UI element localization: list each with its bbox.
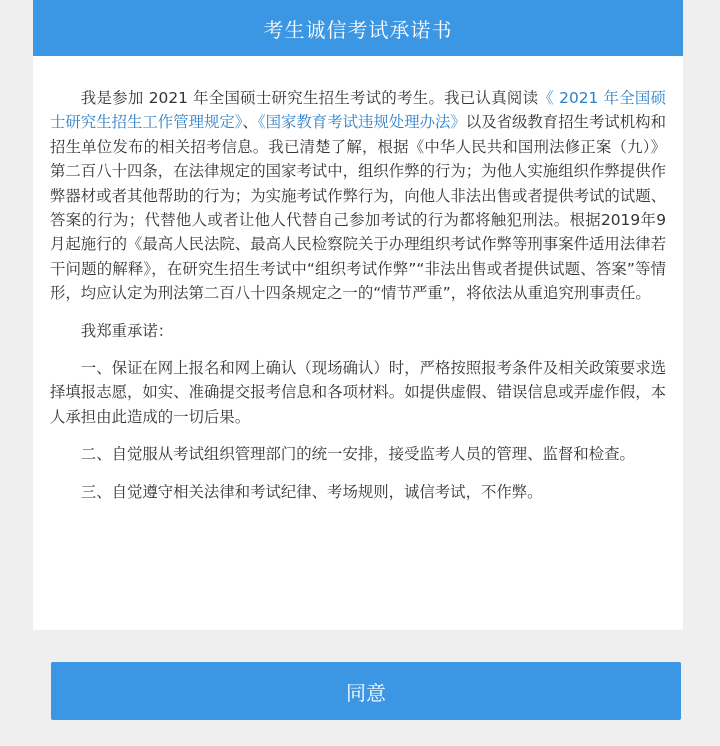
pledge-body <box>33 56 683 504</box>
link-separator: 、 <box>242 113 258 132</box>
pledge-header <box>33 0 683 56</box>
pledge-item-1: 一、保证在网上报名和网上确认（现场确认）时，严格按照报考条件及相关政策要求选择填报志愿，如实、准确提交报考信息和各项材料。如提供虚假、错误信息或弄虚作假，本人承担由此造成的一切后果。 <box>50 359 666 426</box>
intro-rest: 以及省级教育招生考试机构和招生单位发布的相关招考信息。我已清楚了解，根据《中华人民共和国刑法修正案（九）》第二百八十四条，在法律规定的国家考试中，组织作弊的行为；为他人实施组织作弊提供作弊器材或者其他帮助的行为；为实施考试作弊行为，向他人非法出售或者提供考试的试题、答案的行为；代替他人或者让他人代替自己参加考试的行为都将触犯刑法。根据2019年9月起施行的《最高人民法院、最高人民检察院关于办理组织考试作弊等刑事案件适用法律若干问题的解释》，在研究生招生考试中“组织考试作弊”“非法出售或者提供试题、答案”等情形，均应认定为刑法第二百八十四条规定之一的“情节严重”，将依法从重追究刑事责任。 <box>50 113 666 303</box>
agree-button[interactable]: 同意 <box>51 662 681 720</box>
intro-lead: 我是参加 2021 年全国硕士研究生招生考试的考生。我已认真阅读 <box>80 89 539 107</box>
pledge-lead-paragraph: 我郑重承诺： <box>80 321 174 340</box>
intro-paragraph <box>50 86 666 306</box>
violation-handling-link[interactable]: 《国家教育考试违规处理办法》 <box>257 113 466 132</box>
admission-regulation-link[interactable]: 《 2021 年全国硕士研究生招生工作管理规定》 <box>50 89 667 132</box>
page-title: 考生诚信考试承诺书 <box>263 17 453 42</box>
pledge-card <box>33 0 683 630</box>
pledge-item-2: 二、自觉服从考试组织管理部门的统一安排，接受监考人员的管理、监督和检查。 <box>80 445 635 464</box>
pledge-item-3: 三、自觉遵守相关法律和考试纪律、考场规则，诚信考试，不作弊。 <box>80 482 543 501</box>
